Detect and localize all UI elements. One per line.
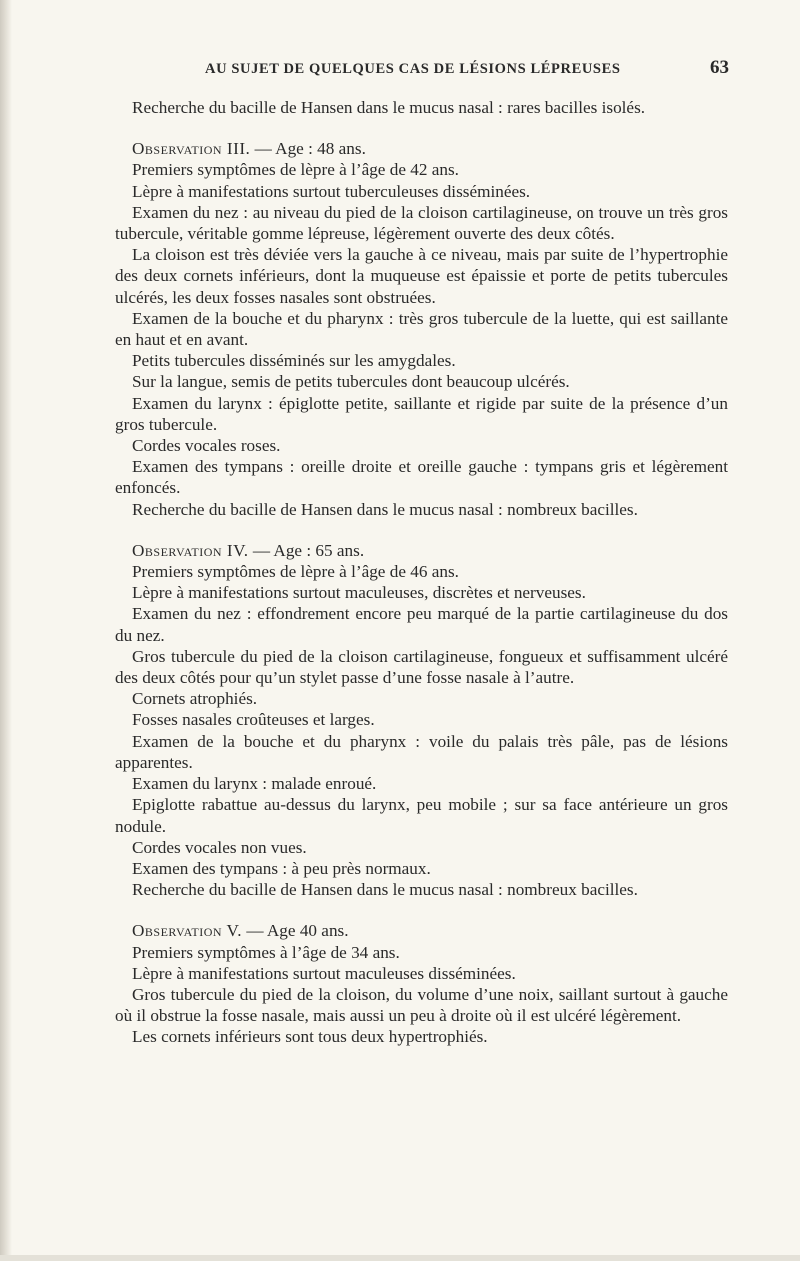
paragraph: Examen des tympans : oreille droite et oreille gauche : tympans gris et légèrement enfoncés. [115,457,728,498]
paragraph: La cloison est très déviée vers la gauche à ce niveau, mais par suite de l’hypertrophie des deux cornets inférieurs, dont la muqueuse est épaissie et porte de petits tubercules ulcérés, les deux fosses nasales sont obstruées. [115,245,728,307]
paragraph: Fosses nasales croûteuses et larges. [132,710,375,730]
paragraph: Premiers symptômes à l’âge de 34 ans. [132,942,400,962]
paragraph: Gros tubercule du pied de la cloison cartilagineuse, fongueux et suffisamment ulcéré des deux côtés pour qu’un stylet passe d’une fosse nasale à l’autre. [115,646,728,688]
page-binding-edge [0,0,12,1261]
observation-label: Observation V. [132,921,243,941]
paragraph: Examen du nez : au niveau du pied de la cloison cartilagineuse, on trouve un très gros tubercule, véritable gomme lépreuse, légèrement ouverte des deux côtés. [115,202,728,244]
intro-paragraph: Recherche du bacille de Hansen dans le mucus nasal : rares bacilles isolés. [132,98,646,117]
observation-age: — Age 40 ans. [242,921,349,941]
paragraph: Lèpre à manifestations surtout tuberculeuses disséminées. [132,181,531,201]
paragraph: Premiers symptômes de lèpre à l’âge de 46 ans. [132,562,459,582]
page-bottom-edge [0,1255,800,1261]
observation-label: Observation III. [132,139,251,159]
paragraph: Lèpre à manifestations surtout maculeuses, discrètes et nerveuses. [132,583,586,603]
observation-label: Observation IV. [132,540,249,560]
page-number: 63 [710,57,729,78]
paragraph: Examen de la bouche et du pharynx : voile du palais très pâle, pas de lésions apparentes. [115,731,728,772]
paragraph: Examen du larynx : malade enroué. [132,774,377,794]
paragraph: Recherche du bacille de Hansen dans le mucus nasal : nombreux bacilles. [132,880,638,900]
observation-heading [115,920,728,941]
observation-heading [115,540,728,561]
paragraph: Examen du nez : effondrement encore peu marqué de la partie cartilagineuse du dos du nez. [115,604,728,645]
paragraph: Lèpre à manifestations surtout maculeuses disséminées. [132,963,516,983]
running-title: AU SUJET DE QUELQUES CAS DE LÉSIONS LÉPREUSES [205,61,621,77]
paragraph: Petits tubercules disséminés sur les amygdales. [132,351,456,371]
observation-age: — Age : 65 ans. [248,540,365,560]
paragraph: Gros tubercule du pied de la cloison, du volume d’une noix, saillant surtout à gauche où il obstrue la fosse nasale, mais aussi un peu à droite où il est ulcéré légèrement. [115,984,728,1026]
paragraph: Les cornets inférieurs sont tous deux hypertrophiés. [132,1027,488,1047]
observation-iii [115,138,728,520]
paragraph: Sur la langue, semis de petits tubercules dont beaucoup ulcérés. [132,372,570,392]
page-body [115,97,728,1048]
page-header [0,57,800,83]
paragraph: Examen des tympans : à peu près normaux. [132,858,431,878]
paragraph: Examen de la bouche et du pharynx : très gros tubercule de la luette, qui est saillante en haut et en avant. [115,308,728,350]
paragraph: Epiglotte rabattue au-dessus du larynx, peu mobile ; sur sa face antérieure un gros nodule. [115,795,728,836]
paragraph: Cordes vocales non vues. [132,837,307,857]
observation-age: — Age : 48 ans. [250,139,366,159]
observation-iv [115,540,728,900]
observation-v [115,920,728,1047]
paragraph: Cornets atrophiés. [132,689,258,709]
paragraph: Cordes vocales roses. [132,436,281,456]
observation-heading [115,138,728,159]
paragraph: Examen du larynx : épiglotte petite, saillante et rigide par suite de la présence d’un gros tubercule. [115,393,728,434]
paragraph: Premiers symptômes de lèpre à l’âge de 42 ans. [132,160,459,180]
paragraph: Recherche du bacille de Hansen dans le mucus nasal : nombreux bacilles. [132,499,638,519]
